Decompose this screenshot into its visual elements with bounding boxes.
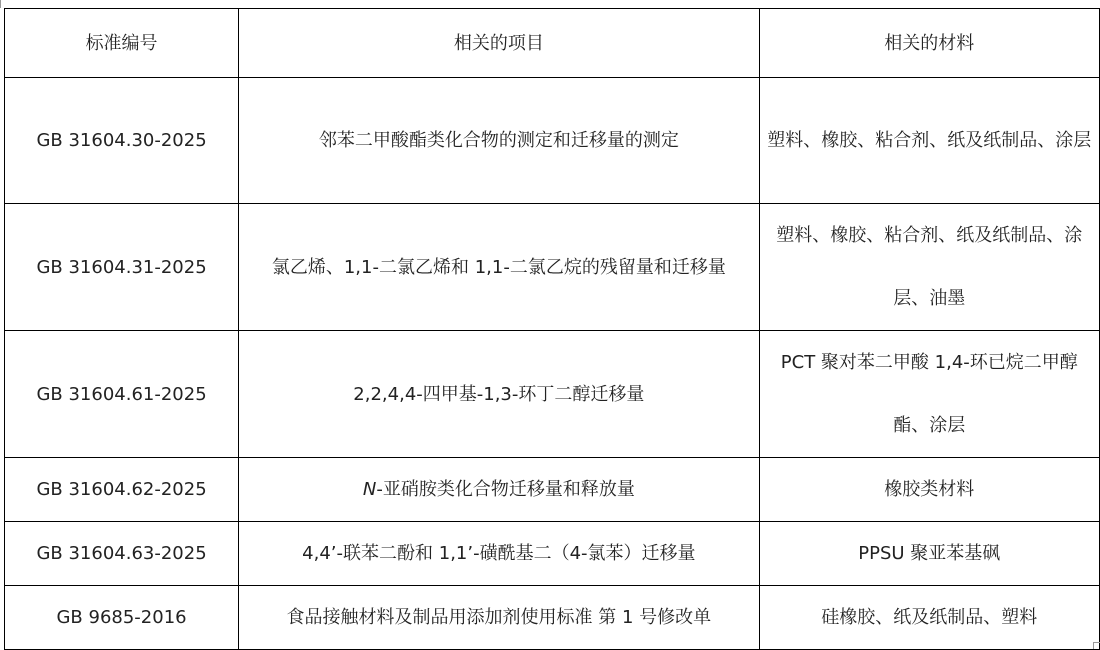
corner-mark-top-left (0, 0, 7, 8)
corner-mark-bottom-right (1093, 642, 1100, 649)
standard-number-cell: GB 9685-2016 (5, 586, 239, 650)
standards-table (4, 8, 1100, 650)
standard-number-cell: GB 31604.31-2025 (5, 204, 239, 331)
header-related-items: 相关的项目 (239, 9, 759, 78)
related-item-cell: 食品接触材料及制品用添加剂使用标准 第 1 号修改单 (239, 586, 759, 650)
related-material-cell: 塑料、橡胶、粘合剂、纸及纸制品、涂层、油墨 (759, 204, 1099, 331)
standards-table-container (4, 8, 1100, 650)
related-item-text: -亚硝胺类化合物迁移量和释放量 (376, 479, 635, 500)
related-item-cell: 氯乙烯、1,1-二氯乙烯和 1,1-二氯乙烷的残留量和迁移量 (239, 204, 759, 331)
table-row (5, 331, 1100, 458)
related-item-cell: 4,4’-联苯二酚和 1,1’-磺酰基二（4-氯苯）迁移量 (239, 522, 759, 586)
italic-n-prefix: N (362, 479, 377, 500)
related-material-cell: PPSU 聚亚苯基砜 (759, 522, 1099, 586)
table-row (5, 204, 1100, 331)
related-material-cell: 塑料、橡胶、粘合剂、纸及纸制品、涂层 (759, 78, 1099, 204)
table-row (5, 522, 1100, 586)
related-material-cell: PCT 聚对苯二甲酸 1,4-环已烷二甲醇酯、涂层 (759, 331, 1099, 458)
standard-number-cell: GB 31604.30-2025 (5, 78, 239, 204)
standard-number-cell: GB 31604.61-2025 (5, 331, 239, 458)
related-material-cell: 橡胶类材料 (759, 458, 1099, 522)
table-row (5, 458, 1100, 522)
table-row (5, 586, 1100, 650)
related-item-cell (239, 458, 759, 522)
related-material-cell: 硅橡胶、纸及纸制品、塑料 (759, 586, 1099, 650)
related-item-cell: 2,2,4,4-四甲基-1,3-环丁二醇迁移量 (239, 331, 759, 458)
standard-number-cell: GB 31604.63-2025 (5, 522, 239, 586)
header-related-materials: 相关的材料 (759, 9, 1099, 78)
table-row (5, 78, 1100, 204)
table-header-row (5, 9, 1100, 78)
header-standard-number: 标准编号 (5, 9, 239, 78)
related-item-cell: 邻苯二甲酸酯类化合物的测定和迁移量的测定 (239, 78, 759, 204)
standard-number-cell: GB 31604.62-2025 (5, 458, 239, 522)
